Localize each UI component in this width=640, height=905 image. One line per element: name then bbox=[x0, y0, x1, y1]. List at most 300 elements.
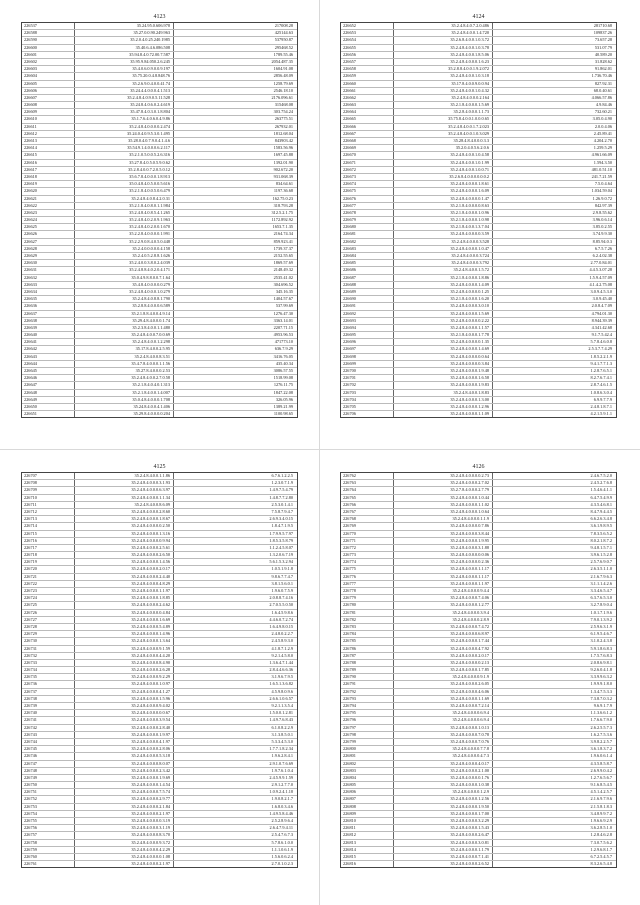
table-row bbox=[341, 825, 616, 832]
amount-cell: 5.3.3.4.5.3.0 bbox=[271, 738, 293, 744]
amount-cell: 425144.63 bbox=[274, 30, 293, 36]
table-row bbox=[341, 318, 616, 325]
code-cell: 35.2.4.8.4.0.0.1.8.5.06 bbox=[394, 52, 493, 58]
amount-cell: 3.9.6.1.5.2.8 bbox=[590, 552, 612, 558]
table-row bbox=[341, 854, 616, 861]
amount-cell: 267932.01 bbox=[274, 123, 293, 129]
table-row bbox=[22, 761, 297, 768]
code-cell: 35.2.4.8.8.4.0.2.0.4.171 bbox=[75, 267, 174, 273]
amount-cell: 3.4.8.9.9.7.2 bbox=[590, 810, 612, 816]
code-cell: 35.2.3.8.4.0.0.1.1.480 bbox=[75, 325, 174, 331]
table-row bbox=[341, 753, 616, 760]
table-row bbox=[22, 81, 297, 88]
table-row bbox=[341, 818, 616, 825]
table-row bbox=[341, 332, 616, 339]
amount-cell: 2.4.6.7.5.2.0 bbox=[590, 473, 612, 478]
code-cell: 35.2.4.8.4.0.0.0.7.2.14 bbox=[394, 703, 493, 709]
amount-cell: 537.99.69 bbox=[275, 303, 293, 309]
code-cell: 35.2.4.8.4.0.0.0.0.2.13 bbox=[394, 660, 493, 666]
code-cell: 35.2.4.8.4.0.0.0.8.0.07 bbox=[75, 761, 174, 767]
amount-cell: 1.259.5.29 bbox=[593, 145, 612, 151]
table-row bbox=[22, 260, 297, 267]
amount-cell: 6.3.7.6.5.3.0 bbox=[590, 595, 612, 601]
code-cell: 35.24.95.0.606.978 bbox=[75, 23, 174, 29]
row-id-cell: 226655 bbox=[341, 45, 394, 51]
amount-cell: 2.7.0.1.0.2.3 bbox=[271, 861, 293, 867]
code-cell: 35.2.8.8.4.0.0.0.6.589 bbox=[75, 303, 174, 309]
amount-cell: 1100.98.65 bbox=[273, 411, 293, 417]
amount-cell: 4.4.5.3.07.28 bbox=[589, 267, 612, 273]
amount-cell: 7.3.8.7.0.3.2 bbox=[590, 695, 612, 701]
code-cell: 35.2.4.8.4.0.0.0.1.3.64 bbox=[75, 638, 174, 644]
code-cell: 35.2.4.8.4.0.0.0.7.4.72 bbox=[394, 624, 493, 630]
table-row bbox=[22, 768, 297, 775]
table-row bbox=[22, 102, 297, 109]
table-row bbox=[341, 768, 616, 775]
table-row bbox=[341, 811, 616, 818]
amount-cell: 931.068.39 bbox=[273, 173, 293, 179]
amount-cell: 2.5.9.6.3.1.9 bbox=[590, 623, 612, 629]
code-cell: 35.2.4.8.4.0.0.0.4.0.17 bbox=[394, 761, 493, 767]
table-row bbox=[22, 382, 297, 389]
row-id-cell: 226697 bbox=[341, 346, 394, 352]
code-cell: 35.2.1.8.4.0.0.1.3.7.04 bbox=[394, 224, 493, 230]
table-row bbox=[341, 732, 616, 739]
row-id-cell: 226686 bbox=[341, 267, 394, 273]
amount-cell: 6.2.4.02.38 bbox=[592, 253, 612, 258]
table-row bbox=[341, 160, 616, 167]
table-row bbox=[22, 311, 297, 318]
amount-cell: 1392.01.90 bbox=[273, 159, 293, 165]
document-page bbox=[340, 14, 617, 444]
code-cell: 35.2.4.8.4.0.0.0.2.5.61 bbox=[75, 545, 174, 551]
table-row bbox=[22, 30, 297, 37]
amount-cell: 1276.47.30 bbox=[273, 310, 293, 316]
code-cell: 35.2.4.8.4.0.0.0.9.4.4 bbox=[394, 588, 493, 594]
data-table bbox=[21, 472, 298, 868]
code-cell: 35.2.4.8.4.0.0.0.0.3.84 bbox=[394, 361, 493, 367]
code-cell: 35.2.4.8.4.0.0.0.1.6.69 bbox=[75, 617, 174, 623]
code-cell: 35.2.4.8.4.0.0.0.1.1.9 bbox=[394, 516, 493, 522]
row-id-cell: 226646 bbox=[22, 375, 75, 381]
code-cell: 35.75.8.4.0.0.1.0.0.0.65 bbox=[394, 116, 493, 122]
table-row bbox=[341, 861, 616, 867]
table-row bbox=[341, 289, 616, 296]
amount-cell: 9.2.1.1.3.5.4 bbox=[271, 703, 293, 708]
code-cell: 35.2.4.8.4.0.0.0.9.1.9 bbox=[394, 674, 493, 680]
amount-cell: 6.7.2.5.4.5.7 bbox=[590, 853, 612, 859]
amount-cell: 5.6.1.5.3.2.94 bbox=[269, 559, 293, 565]
amount-cell: 3.74.9.9.30 bbox=[592, 231, 612, 237]
amount-cell: 2.9.1.2.7.7.0 bbox=[271, 782, 293, 788]
row-id-cell: 226758 bbox=[22, 840, 75, 846]
code-cell: 35.2.4.8.4.0.0.0.3.792 bbox=[394, 260, 493, 266]
row-id-cell: 226803 bbox=[341, 768, 394, 774]
row-id-cell: 226793 bbox=[341, 696, 394, 702]
amount-cell: 2.6.9.9.0.4.2 bbox=[590, 767, 612, 773]
amount-cell: 2.6.3.5.1.1.0 bbox=[590, 566, 612, 572]
code-cell: 35.2.4.0.5.2.8.8.1.626 bbox=[75, 253, 174, 259]
code-cell: 35.2.4.8.4.0.0.0.0.1.47 bbox=[394, 196, 493, 202]
code-cell: 35.0.4.8.4.0.0.0.1.708 bbox=[75, 397, 174, 403]
row-id-cell: 226752 bbox=[22, 796, 75, 802]
amount-cell: 1.034.59.04 bbox=[591, 188, 612, 194]
amount-cell: 241.7.21.59 bbox=[591, 173, 612, 179]
amount-cell: 2.8.4.4.6.6.36 bbox=[269, 667, 293, 673]
table-row bbox=[341, 131, 616, 138]
table-row bbox=[341, 73, 616, 80]
amount-cell: 481.0.51.10 bbox=[591, 166, 612, 172]
row-id-cell: 226778 bbox=[341, 588, 394, 594]
code-cell: 35.2.4.8.4.0.0.0.1.5.96 bbox=[75, 696, 174, 702]
row-id-cell: 226698 bbox=[341, 354, 394, 360]
code-cell: 35.2.4.8.4.0.0.0.1.6.09 bbox=[394, 188, 493, 194]
row-id-cell: 226654 bbox=[341, 37, 394, 43]
table-row bbox=[341, 375, 616, 382]
amount-cell: 6.4.7.5.4.9.9 bbox=[590, 494, 612, 500]
table-row bbox=[341, 88, 616, 95]
code-cell: 35.2.4.8.4.0.0.0.0.1.35 bbox=[394, 339, 493, 345]
table-row bbox=[341, 346, 616, 353]
code-cell: 35.2.4.8.4.0.0.1.0.3.18 bbox=[394, 73, 493, 79]
row-id-cell: 226613 bbox=[22, 138, 75, 144]
amount-cell: 2.5.3.0.1.4.1 bbox=[271, 501, 293, 507]
amount-cell: 827.92.31 bbox=[594, 80, 612, 86]
table-row bbox=[22, 753, 297, 760]
code-cell: 35.27.8.4.0.0.0.2.53 bbox=[75, 368, 174, 374]
code-cell: 35.2.4.8.4.0.0.0.4.1.97 bbox=[75, 739, 174, 745]
page-number: 4124 bbox=[472, 14, 485, 20]
code-cell: 35.2.4.8.4.0.0.0.1.0.279 bbox=[75, 289, 174, 295]
row-id-cell: 226689 bbox=[341, 289, 394, 295]
code-cell: 35.2.4.8.4.0.0.0.0.2.36 bbox=[394, 559, 493, 565]
row-id-cell: 226639 bbox=[22, 325, 75, 331]
table-row bbox=[22, 246, 297, 253]
table-row bbox=[341, 775, 616, 782]
code-cell: 35.2.4.8.4.0.0.0.0.1.08 bbox=[75, 854, 174, 860]
code-cell: 35.2.4.8.4.0.0.0.1.9.48 bbox=[394, 368, 493, 374]
code-cell: 35.2.4.8.4.0.0.0.1.1.57 bbox=[394, 325, 493, 331]
code-cell: 35.2.4.8.4.0.2.0.0.1.670 bbox=[75, 224, 174, 230]
amount-cell: 3.05.0.4.90 bbox=[592, 116, 612, 122]
row-id-cell: 226717 bbox=[22, 545, 75, 551]
amount-cell: 40.589.20 bbox=[594, 51, 612, 57]
row-id-cell: 226730 bbox=[22, 638, 75, 644]
amount-cell: 902.672.20 bbox=[273, 166, 293, 172]
table-row bbox=[22, 88, 297, 95]
row-id-cell: 226624 bbox=[22, 217, 75, 223]
amount-cell: 1.0.8.6.3.0.4 bbox=[590, 389, 612, 395]
amount-cell: 2.1.5.8.1.8.3 bbox=[590, 803, 612, 809]
row-id-cell: 226608 bbox=[22, 102, 75, 108]
amount-cell: 1.2.9.6.8.1.7 bbox=[590, 846, 612, 852]
data-table bbox=[21, 22, 298, 418]
amount-cell: 7.9.0.1.3.9.2 bbox=[590, 616, 612, 622]
amount-cell: 4.961.66.09 bbox=[591, 152, 612, 158]
table-row bbox=[341, 45, 616, 52]
row-id-cell: 226729 bbox=[22, 631, 75, 637]
code-cell: 35.2.4.8.4.0.0.0.6.9.4 bbox=[394, 710, 493, 716]
row-id-cell: 226755 bbox=[22, 818, 75, 824]
code-cell: 35.2.1.8.4.0.8.0.1.1.984 bbox=[75, 203, 174, 209]
amount-cell: 1.5.6.0.6.2.4 bbox=[271, 853, 293, 859]
code-cell: 35.2.4.8.4.0.0.0.3.0.10 bbox=[394, 303, 493, 309]
row-id-cell: 226705 bbox=[341, 404, 394, 410]
row-id-cell: 226670 bbox=[341, 152, 394, 158]
amount-cell: 1869.57.69 bbox=[273, 260, 293, 266]
code-cell: 35.2.4.8.4.0.0.0.7.0.78 bbox=[394, 732, 493, 738]
row-id-cell: 226799 bbox=[341, 739, 394, 745]
table-row bbox=[22, 602, 297, 609]
amount-cell: 6.1.0.8.2.2.9 bbox=[271, 724, 293, 730]
amount-cell: 4.794.01.30 bbox=[591, 310, 612, 316]
table-row bbox=[22, 495, 297, 502]
amount-cell: 842.97.39 bbox=[594, 202, 612, 208]
row-id-cell: 226816 bbox=[341, 861, 394, 867]
row-id-cell: 226726 bbox=[22, 610, 75, 616]
table-row bbox=[341, 109, 616, 116]
row-id-cell: 226643 bbox=[22, 354, 75, 360]
row-id-cell: 226647 bbox=[22, 382, 75, 388]
table-row bbox=[341, 840, 616, 847]
row-id-cell: 226786 bbox=[341, 646, 394, 652]
row-id-cell: 226780 bbox=[341, 602, 394, 608]
row-id-cell: 226677 bbox=[341, 203, 394, 209]
row-id-cell: 226750 bbox=[22, 782, 75, 788]
row-id-cell: 226814 bbox=[341, 847, 394, 853]
row-id-cell: 226773 bbox=[341, 552, 394, 558]
table-row bbox=[22, 646, 297, 653]
code-cell: 35.2.4.8.4.0.0.0.1.7.00 bbox=[394, 811, 493, 817]
amount-cell: 2535.41.02 bbox=[273, 274, 293, 280]
code-cell: 35.27.8.4.0.5.0.5.9.0.62 bbox=[75, 160, 174, 166]
row-id-cell: 226665 bbox=[341, 116, 394, 122]
row-id-cell: 226651 bbox=[22, 411, 75, 417]
code-cell: 35.2.4.8.4.0.0.0.1.3.16 bbox=[75, 531, 174, 537]
code-cell: 35.2.4.8.4.0.0.0.1.1.79 bbox=[394, 847, 493, 853]
row-id-cell: 226614 bbox=[22, 145, 75, 151]
code-cell: 35.2.4.8.4.0.0.0.1.0.38 bbox=[394, 782, 493, 788]
row-id-cell: 226657 bbox=[341, 59, 394, 65]
table-row bbox=[341, 368, 616, 375]
code-cell: 35.2.4.8.4.0.0.1.0.0.71 bbox=[394, 167, 493, 173]
amount-cell: 4.204.2.70 bbox=[593, 138, 612, 143]
row-id-cell: 226537 bbox=[22, 23, 75, 29]
row-id-cell: 226713 bbox=[22, 516, 75, 522]
table-row bbox=[22, 167, 297, 174]
code-cell: 35.2.4.8.4.0.0.7.0.0.69 bbox=[75, 332, 174, 338]
code-cell: 35.2.4.8.4.0.0.0.1.2.9 bbox=[394, 789, 493, 795]
row-id-cell: 226815 bbox=[341, 854, 394, 860]
row-id-cell: 226782 bbox=[341, 617, 394, 623]
row-id-cell: 226728 bbox=[22, 624, 75, 630]
row-id-cell: 226701 bbox=[341, 375, 394, 381]
amount-cell: 2054.487.35 bbox=[271, 58, 293, 64]
amount-cell: 9.1.7.5.42.4 bbox=[591, 332, 612, 338]
amount-cell: 4.341.42.68 bbox=[591, 324, 612, 330]
row-id-cell: 226632 bbox=[22, 275, 75, 281]
row-id-cell: 226739 bbox=[22, 703, 75, 709]
code-cell: 35.2.4.8.4.0.0.0.9.4.02 bbox=[75, 703, 174, 709]
row-id-cell: 226808 bbox=[341, 804, 394, 810]
amount-cell: 318.793.28 bbox=[273, 202, 293, 208]
code-cell: 35.2.4.8.4.0.0.0.3.1.93 bbox=[75, 480, 174, 486]
row-id-cell: 226744 bbox=[22, 739, 75, 745]
amount-cell: 3363.14.01 bbox=[273, 317, 293, 323]
amount-cell: 109837.26 bbox=[593, 30, 612, 36]
code-cell: 35.24.8.4.0.0.4.1.406 bbox=[75, 404, 174, 410]
table-row bbox=[341, 696, 616, 703]
table-row bbox=[22, 59, 297, 66]
row-id-cell: 226649 bbox=[22, 397, 75, 403]
code-cell: 35.24.4.4.0.0.0.4.1.513 bbox=[75, 88, 174, 94]
code-cell: 35.2.4.8.4.0.0.0.2.8.06 bbox=[75, 746, 174, 752]
code-cell: 35.1.7.6.4.0.6.0.4.9.86 bbox=[75, 116, 174, 122]
code-cell: 35.2.4.8.4.0.0.0.5.4.89 bbox=[75, 624, 174, 630]
row-id-cell: 226603 bbox=[22, 66, 75, 72]
amount-cell: 1583.56.96 bbox=[273, 145, 293, 151]
row-id-cell: 226673 bbox=[341, 174, 394, 180]
table-row bbox=[341, 552, 616, 559]
code-cell: 35.2.4.8.4.0.0.0.9.3.72 bbox=[75, 840, 174, 846]
table-row bbox=[22, 116, 297, 123]
amount-cell: 2207.71.15 bbox=[273, 324, 293, 330]
row-id-cell: 226709 bbox=[22, 487, 75, 493]
code-cell: 35.2.4.8.4.0.8.4.2.0.31 bbox=[75, 196, 174, 202]
row-id-cell: 226696 bbox=[341, 339, 394, 345]
code-cell: 35.2.4.8.4.0.0.0.1.9.69 bbox=[75, 775, 174, 781]
code-cell: 35.2.4.8.4.0.0.1.0.4.32 bbox=[394, 88, 493, 94]
code-cell: 35.2.4.8.4.0.0.0.9.1.59 bbox=[75, 646, 174, 652]
code-cell: 35.2.4.8.4.0.0.0.3.528 bbox=[394, 239, 493, 245]
table-row bbox=[341, 138, 616, 145]
table-row bbox=[341, 523, 616, 530]
code-cell: 35.2.4.8.4.0.0.0.6.8.97 bbox=[394, 631, 493, 637]
code-cell: 35.24.8.4.0.6.0.2.4.619 bbox=[75, 102, 174, 108]
amount-cell: 1.4.9.5.8.4.46 bbox=[269, 810, 293, 816]
table-row bbox=[341, 473, 616, 480]
row-id-cell: 226759 bbox=[22, 847, 75, 853]
amount-cell: 8.2.7.6.7.4.1 bbox=[590, 375, 612, 381]
code-cell: 35.2.4.8.4.0.0.0.0.1.25 bbox=[394, 289, 493, 295]
row-id-cell: 226687 bbox=[341, 275, 394, 281]
row-id-cell: 226762 bbox=[341, 473, 394, 479]
row-id-cell: 226675 bbox=[341, 188, 394, 194]
document-page bbox=[21, 464, 298, 894]
table-row bbox=[22, 574, 297, 581]
row-id-cell: 226720 bbox=[22, 566, 75, 572]
code-cell: 35.2.4.8.4.0.0.0.1.8.85 bbox=[75, 595, 174, 601]
table-row bbox=[341, 495, 616, 502]
table-row bbox=[341, 602, 616, 609]
code-cell: 35.2.1.8.4.0.0.0.1.0.98 bbox=[394, 217, 493, 223]
code-cell: 35.6.7.8.4.0.0.0.1.8.913 bbox=[75, 174, 174, 180]
amount-cell: 2.0.8.4.7.09 bbox=[591, 303, 612, 309]
table-row bbox=[22, 588, 297, 595]
table-row bbox=[22, 804, 297, 811]
row-id-cell: 226777 bbox=[341, 581, 394, 587]
amount-cell: 2.8.7.4.6.1.5 bbox=[590, 382, 612, 388]
code-cell: 35.2.4.8.4.0.0.0.2.1.97 bbox=[75, 861, 174, 867]
code-cell: 35.2.4.8.4.0.0.0.1.1.97 bbox=[75, 588, 174, 594]
amount-cell: 1.5.0.0.1.2.81 bbox=[269, 710, 293, 716]
amount-cell: 1172.892.92 bbox=[271, 217, 293, 223]
amount-cell: 1.9.0.8.2.1.7 bbox=[271, 796, 293, 802]
amount-cell: 7.3.0.7.5.6.2 bbox=[590, 839, 612, 845]
code-cell: 35.2.4.8.4.0.0.0.2.3.42 bbox=[75, 768, 174, 774]
row-id-cell: 226707 bbox=[22, 473, 75, 479]
table-row bbox=[341, 52, 616, 59]
code-cell: 35.2.4.8.4.0.0.1.0.3.029 bbox=[394, 131, 493, 137]
row-id-cell: 226792 bbox=[341, 689, 394, 695]
table-row bbox=[22, 861, 297, 867]
table-row bbox=[341, 689, 616, 696]
table-row bbox=[22, 847, 297, 854]
table-row bbox=[341, 152, 616, 159]
table-row bbox=[341, 502, 616, 509]
table-row bbox=[22, 710, 297, 717]
table-row bbox=[22, 404, 297, 411]
row-id-cell: 226805 bbox=[341, 782, 394, 788]
amount-cell: 1.26.9.0.72 bbox=[592, 195, 612, 201]
amount-cell: 8.0.2.1.8.7.2 bbox=[590, 537, 612, 543]
amount-cell: 1789.55.46 bbox=[273, 51, 293, 57]
code-cell: 35.2.4.8.4.0.0.0.7.5.74 bbox=[75, 789, 174, 795]
row-id-cell: 226769 bbox=[341, 523, 394, 529]
row-id-cell: 226620 bbox=[22, 188, 75, 194]
code-cell: 35.2.1.8.4.0.4.0.1.313 bbox=[75, 382, 174, 388]
row-id-cell: 226718 bbox=[22, 552, 75, 558]
code-cell: 35.2.4.8.4.0.0.0.1.6.58 bbox=[394, 375, 493, 381]
amount-cell: 2856.48.09 bbox=[273, 73, 293, 79]
table-row bbox=[22, 624, 297, 631]
code-cell: 35.2.1.8.8.4.0.0.4.9.14 bbox=[75, 311, 174, 317]
table-row bbox=[341, 181, 616, 188]
row-id-cell: 226629 bbox=[22, 253, 75, 259]
code-cell: 35.2.4.8.4.0.0.0.1.4.56 bbox=[75, 559, 174, 565]
row-id-cell: 226746 bbox=[22, 753, 75, 759]
row-id-cell: 226748 bbox=[22, 768, 75, 774]
amount-cell: 68.0.40.61 bbox=[593, 87, 612, 93]
row-id-cell: 226671 bbox=[341, 160, 394, 166]
table-row bbox=[22, 509, 297, 516]
table-row bbox=[22, 696, 297, 703]
amount-cell: 2.1.6.7.9.6.3 bbox=[590, 573, 612, 579]
row-id-cell: 226789 bbox=[341, 667, 394, 673]
code-cell: 35.2.4.8.4.0.8.8.1.790 bbox=[75, 296, 174, 302]
amount-cell: 1258.79.69 bbox=[273, 80, 293, 86]
row-id-cell: 226740 bbox=[22, 710, 75, 716]
row-id-cell: 226642 bbox=[22, 346, 75, 352]
code-cell: 35.2.4.8.4.0.0.1.2.298 bbox=[75, 339, 174, 345]
amount-cell: 4.066.57.86 bbox=[591, 94, 612, 100]
amount-cell: 3.1.0.2.4.3.8 bbox=[590, 638, 612, 644]
row-id-cell: 226619 bbox=[22, 181, 75, 187]
table-row bbox=[341, 231, 616, 238]
code-cell: 35.2.4.8.4.0.0.1.0.1.99 bbox=[394, 160, 493, 166]
table-row bbox=[341, 253, 616, 260]
table-row bbox=[22, 739, 297, 746]
row-id-cell: 226606 bbox=[22, 88, 75, 94]
code-cell: 35.2.4.8.4.0.0.1.0.3.78 bbox=[394, 45, 493, 51]
row-id-cell: 226626 bbox=[22, 231, 75, 237]
row-id-cell: 226653 bbox=[341, 30, 394, 36]
amount-cell: 1.3.6.4.7.1.44 bbox=[269, 659, 293, 665]
row-id-cell: 226768 bbox=[341, 516, 394, 522]
code-cell: 35.2.4.8.4.0.0.0.1.1.09 bbox=[394, 411, 493, 417]
code-cell: 35.2.4.8.4.0.0.0.2.6.05 bbox=[394, 681, 493, 687]
code-cell: 35.2.4.8.4.0.0.0.2.4.40 bbox=[75, 574, 174, 580]
